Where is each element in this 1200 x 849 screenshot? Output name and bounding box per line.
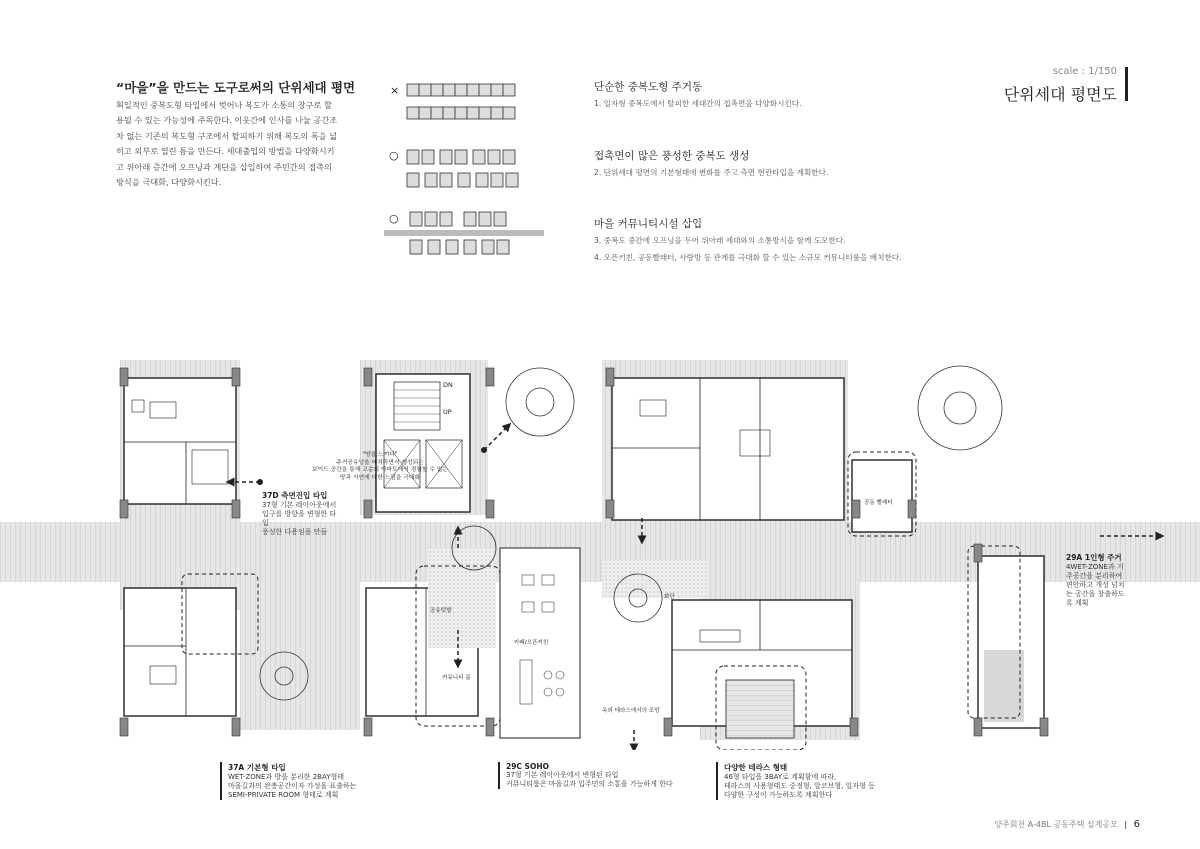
caption-line: WET-ZONE과 방을 분리한 2BAY형태	[228, 773, 345, 781]
intro-line: 고 위아래 층간에 오프닝과 계단을 삽입하여 주민간의 접촉의	[116, 161, 332, 172]
concept-title: 마을 커뮤니티시설 삽입	[594, 218, 703, 230]
intro-line: 히고 외부로 열린 틈을 만든다. 세대출입의 방법을 다양화시키	[116, 146, 335, 157]
caption-line: 37형 기본 레이아웃에서 변형된 타입	[506, 771, 619, 779]
caption-line: 풍성한 다용임을 만들	[262, 528, 328, 536]
caption-line: 커뮤니티룸은 마을길과 입주민의 소통을 가능하게 한다	[506, 780, 673, 788]
concept-diagrams	[380, 72, 550, 272]
concept-line: 3. 중복도 중간에 오프닝을 두어 위아래 세대와의 소통방식을 함께 도모한다.	[594, 236, 846, 245]
unit-floor-plan	[0, 330, 1200, 750]
shared-laundry	[848, 452, 916, 536]
caption-line: 37형 기본 레이아웃에서	[262, 501, 337, 509]
flowerbed	[602, 560, 708, 598]
concept-mark: ○	[389, 212, 399, 225]
page-title: 단위세대 평면도	[1003, 85, 1117, 104]
caption-29a	[1066, 552, 1136, 608]
stair-dn-label: DN	[443, 381, 453, 389]
intro-line: 용될 수 있는 가능성에 주목한다. 이웃간에 인사를 나눌 공간조	[116, 115, 338, 126]
concept-title: 접촉면이 많은 풍성한 중복도 생성	[594, 150, 750, 162]
footer-text: 양주회천 A-4BL 공동주택 설계공모	[994, 820, 1118, 829]
cafe-kitchen-label: 카페/오픈키친	[514, 640, 549, 646]
caption-line: 입구를 방향을 변형한 타입	[262, 510, 337, 527]
unit-29a	[968, 546, 1044, 728]
community-room-label: 커뮤니티 룸	[442, 675, 471, 681]
unit-37d	[124, 378, 236, 504]
caption-title: 29A 1인형 주거	[1066, 553, 1122, 562]
flowerbed-label: 화단	[664, 594, 675, 600]
callout-line: 주거공유넝을 배치하면서 생성되는	[336, 459, 424, 466]
caption-line: 마을길과의 완충공간이자 가성을 표출하는	[228, 782, 357, 790]
caption-line: 록 계획	[1066, 599, 1089, 607]
intro-line: 차 없는 기존의 복도형 구조에서 탈피하기 위해 복도의 폭을 넓	[116, 130, 338, 141]
caption-line: SEMI-PRIVATE ROOM 형태로 계획	[228, 791, 339, 799]
caption-29c	[498, 762, 706, 789]
intro-line: 방식을 극대화, 다양화시킨다.	[116, 177, 222, 188]
callout-line: "땅을 느끼다"	[362, 452, 398, 458]
intro-title: “마을”을 만드는 도구로써의 단위세대 평면	[116, 80, 356, 95]
caption-37d	[262, 490, 342, 537]
caption-title: 29C SOHO	[506, 762, 549, 771]
page-number: 6	[1133, 819, 1140, 830]
stair-up-label: UP	[443, 408, 452, 416]
caption-line: 주공간을 분리하여	[1066, 572, 1123, 580]
caption-title: 37D 측면진입 타입	[262, 491, 328, 500]
scale-label: scale : 1/150	[1052, 66, 1117, 77]
concept-mark: ×	[390, 84, 400, 97]
shared-yard-label: 공유텃밭	[430, 608, 452, 614]
caption-line: 다양한 구성이 가능하도록 계획한다	[724, 791, 833, 799]
caption-line: 편안하고 개성 넘치	[1066, 581, 1125, 589]
callout-line: 땅과 자연에 대한 느낌을 극대화	[339, 474, 421, 481]
caption-line: 46형 타입을 3BAY로 계획함에 따라,	[724, 773, 837, 781]
callout-line: 보이드 공간을 통해 고층의 아파트에서 경험할 수 없는	[311, 467, 449, 474]
caption-37a	[220, 762, 388, 800]
unit-upper-right	[612, 378, 844, 520]
intro-body	[116, 98, 342, 190]
title-bar	[1125, 67, 1128, 101]
concept-diagram-1	[407, 84, 515, 119]
concept-mark: ○	[389, 149, 399, 162]
concept-diagram-2	[407, 150, 518, 187]
void-callout	[290, 452, 470, 482]
caption-title: 37A 기본형 타입	[228, 763, 286, 772]
terrace-view-label: 옥외 테라스에서의 조망	[602, 708, 660, 714]
caption-line: 4WET-ZONE과 거	[1066, 563, 1124, 571]
concept-title: 단순한 중복도형 주거동	[594, 81, 703, 93]
concept-line: 2. 단위세대 평면의 기본형태에 변화를 주고 측면 현관타입을 계획한다.	[594, 168, 829, 177]
concept-line: 1. 일자형 중복도에서 탈피한 세대간의 접촉면을 다양화시킨다.	[594, 99, 802, 108]
concept-line: 4. 오픈키친, 공동빨래터, 사랑방 등 관계를 극대화 할 수 있는 소규모 커뮤니티룸을 배치한다.	[594, 253, 902, 262]
intro-line: 획일적인 중복도형 타입에서 벗어나 복도가 소통의 창구로 할	[116, 100, 332, 110]
caption-terrace	[716, 762, 904, 800]
caption-line: 테라스의 사용형태도 중정형, 알코브형, 일자형 등	[724, 782, 875, 790]
stair-core	[376, 374, 470, 512]
caption-title: 다양한 테라스 형태	[724, 763, 788, 772]
footer: 양주회천 A-4BL 공동주택 설계공모 | 6	[994, 819, 1140, 830]
concept-diagram-3	[384, 212, 544, 254]
laundry-label: 공동 빨래터	[864, 500, 893, 506]
caption-line: 는 공간을 창출하도	[1066, 590, 1125, 598]
